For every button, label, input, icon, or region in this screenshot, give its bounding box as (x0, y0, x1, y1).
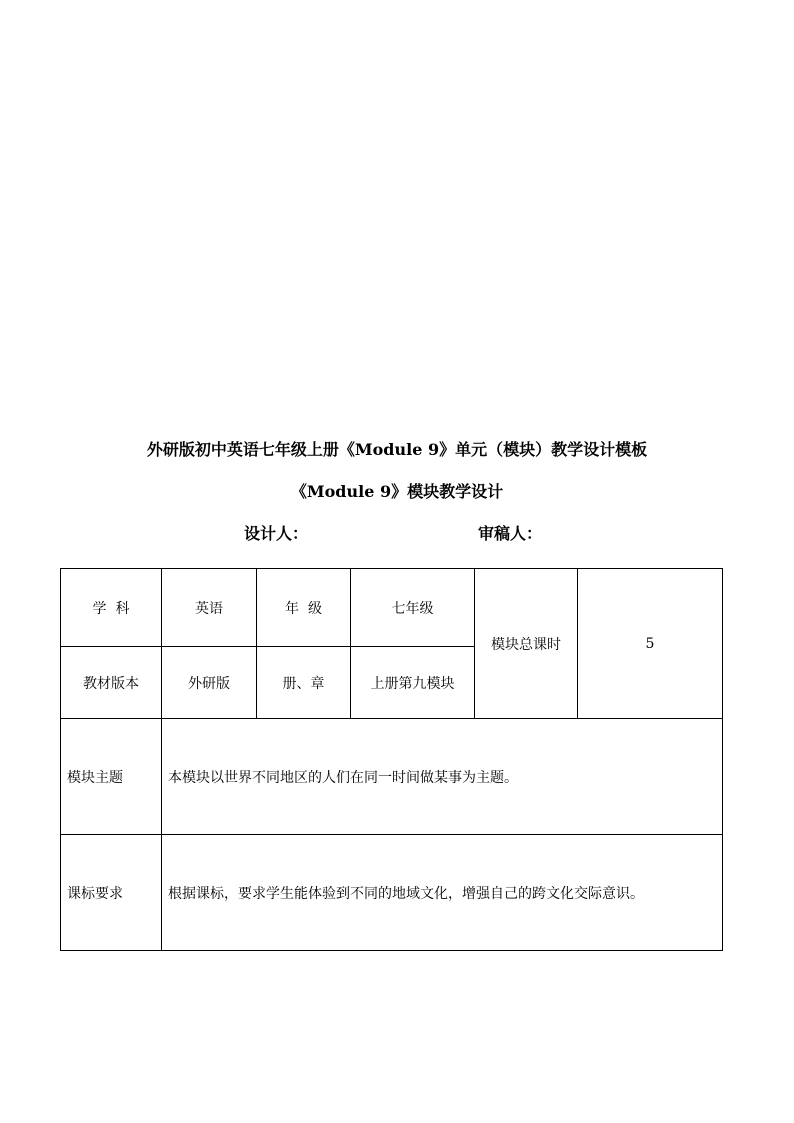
total-hours-label-cell: 模块总课时 (475, 569, 578, 719)
standard-value-cell: 根据课标，要求学生能体验到不同的地域文化，增强自己的跨文化交际意识。 (162, 835, 723, 951)
table-row (61, 719, 723, 835)
edition-value-cell: 外研版 (162, 647, 257, 719)
subject-value-cell: 英语 (162, 569, 257, 647)
volume-value-cell: 上册第九模块 (351, 647, 475, 719)
theme-label-cell: 模块主题 (61, 719, 162, 835)
volume-label-cell: 册、章 (257, 647, 351, 719)
lesson-info-table (60, 568, 723, 951)
table-row (61, 569, 723, 647)
reviewer-label: 审稿人： (478, 524, 543, 543)
subject-label-cell: 学 科 (61, 569, 162, 647)
total-hours-value-cell: 5 (578, 569, 723, 719)
table-row (61, 835, 723, 951)
edition-label-cell: 教材版本 (61, 647, 162, 719)
document-subtitle: 《Module 9》模块教学设计 (290, 482, 504, 501)
designer-label: 设计人： (244, 524, 309, 543)
standard-label-cell: 课标要求 (61, 835, 162, 951)
grade-label-cell: 年 级 (257, 569, 351, 647)
grade-value-cell: 七年级 (351, 569, 475, 647)
theme-value-cell: 本模块以世界不同地区的人们在同一时间做某事为主题。 (162, 719, 723, 835)
document-title: 外研版初中英语七年级上册《Module 9》单元（模块）教学设计模板 (146, 440, 648, 459)
